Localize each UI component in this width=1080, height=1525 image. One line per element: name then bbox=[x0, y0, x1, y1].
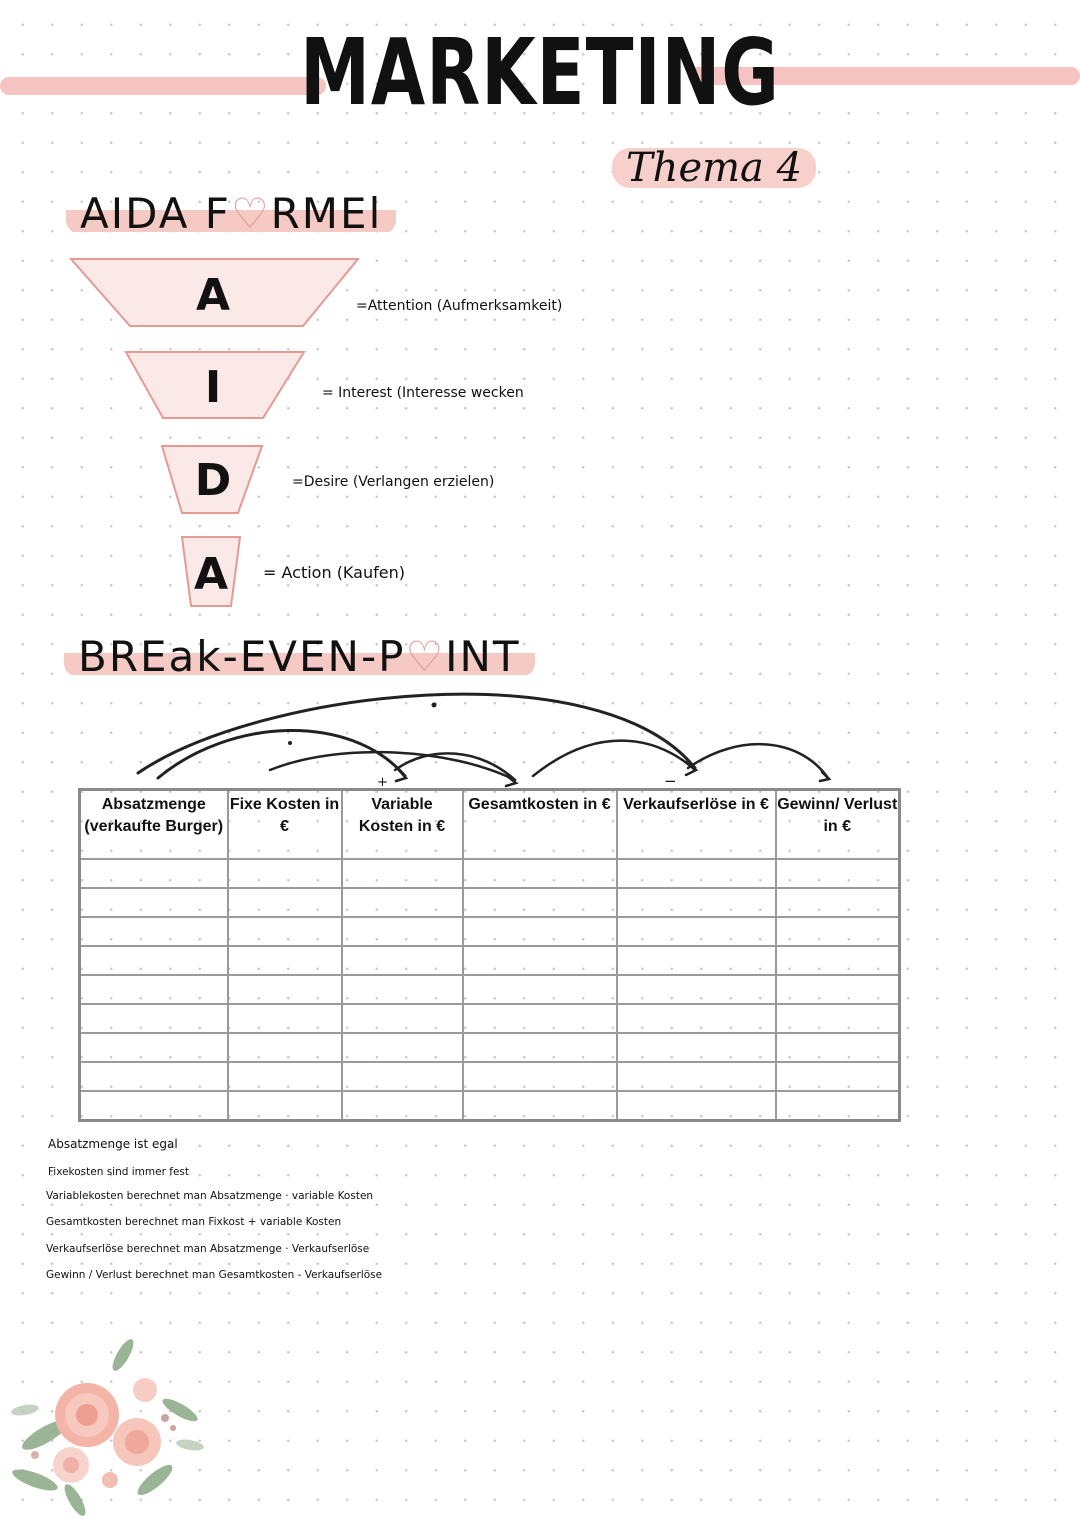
table-cell bbox=[80, 1062, 228, 1091]
table-cell bbox=[228, 946, 342, 975]
note-line: Verkaufserlöse berechnet man Absatzmenge · Verkaufserlöse bbox=[46, 1243, 370, 1255]
table-cell bbox=[463, 859, 617, 888]
table-row bbox=[80, 975, 900, 1004]
arrow-fixe-to-gesamt bbox=[270, 752, 515, 780]
arrow-absatz-to-gesamt bbox=[138, 694, 695, 773]
aida-heading-end: RMEl bbox=[270, 189, 383, 238]
note-line: Gesamtkosten berechnet man Fixkost + variable Kosten bbox=[46, 1216, 342, 1228]
break-even-table bbox=[78, 788, 901, 1122]
column-header: Absatzmenge (verkaufte Burger) bbox=[80, 790, 228, 860]
table-row bbox=[80, 1033, 900, 1062]
table-cell bbox=[617, 1033, 776, 1062]
note-line: Fixekosten sind immer fest bbox=[48, 1166, 189, 1178]
column-header: Fixe Kosten in € bbox=[228, 790, 342, 860]
table-cell bbox=[617, 975, 776, 1004]
table-row bbox=[80, 1091, 900, 1121]
table-cell bbox=[463, 946, 617, 975]
column-header: Gewinn/ Verlust in € bbox=[776, 790, 900, 860]
table-cell bbox=[776, 1091, 900, 1121]
table-cell bbox=[80, 1033, 228, 1062]
aida-letter-interest: I bbox=[204, 362, 222, 413]
page-title: MARKETING bbox=[300, 20, 780, 127]
table-row bbox=[80, 859, 900, 888]
table-cell bbox=[776, 1033, 900, 1062]
table-cell bbox=[80, 888, 228, 917]
table-body bbox=[80, 859, 900, 1121]
aida-letter-action: A bbox=[193, 549, 229, 600]
aida-letter-desire: D bbox=[194, 455, 232, 506]
column-header: Verkaufserlöse in € bbox=[617, 790, 776, 860]
aida-heading-start: AIDA F bbox=[80, 189, 231, 238]
table-row bbox=[80, 1004, 900, 1033]
aida-letter-attention: A bbox=[195, 270, 231, 321]
table-cell bbox=[80, 917, 228, 946]
arrow-erloese-to-gewinn bbox=[688, 744, 828, 778]
table-cell bbox=[80, 1004, 228, 1033]
table-cell bbox=[80, 975, 228, 1004]
table-cell bbox=[617, 1062, 776, 1091]
heart-icon: ♡ bbox=[405, 632, 446, 681]
table-cell bbox=[228, 859, 342, 888]
table-cell bbox=[342, 859, 463, 888]
note-line: Gewinn / Verlust berechnet man Gesamtkosten - Verkaufserlöse bbox=[46, 1269, 383, 1281]
table-cell bbox=[342, 1091, 463, 1121]
bep-heading-end: INT bbox=[445, 632, 521, 681]
table-cell bbox=[617, 888, 776, 917]
table-cell bbox=[617, 946, 776, 975]
table-cell bbox=[342, 1062, 463, 1091]
table-cell bbox=[776, 1062, 900, 1091]
table-cell bbox=[80, 1091, 228, 1121]
table-row bbox=[80, 1062, 900, 1091]
aida-note-attention: =Attention (Aufmerksamkeit) bbox=[356, 298, 563, 314]
table-cell bbox=[228, 975, 342, 1004]
table-cell bbox=[342, 917, 463, 946]
table-cell bbox=[228, 1004, 342, 1033]
table-cell bbox=[617, 859, 776, 888]
dot-marker bbox=[288, 741, 292, 745]
table-cell bbox=[617, 917, 776, 946]
table-cell bbox=[776, 917, 900, 946]
column-header: Variable Kosten in € bbox=[342, 790, 463, 860]
table-cell bbox=[342, 888, 463, 917]
table-cell bbox=[80, 859, 228, 888]
flower-illustration bbox=[5, 1330, 215, 1520]
table-cell bbox=[463, 975, 617, 1004]
heart-icon: ♡ bbox=[230, 189, 271, 238]
table-cell bbox=[342, 1004, 463, 1033]
table-cell bbox=[463, 1004, 617, 1033]
table-cell bbox=[776, 946, 900, 975]
table-cell bbox=[463, 888, 617, 917]
table-cell bbox=[228, 1091, 342, 1121]
topic-label: Thema 4 bbox=[612, 148, 816, 188]
table-cell bbox=[463, 917, 617, 946]
table-cell bbox=[228, 1062, 342, 1091]
table-row bbox=[80, 917, 900, 946]
arrow-absatz-to-variable bbox=[158, 730, 405, 778]
table-cell bbox=[617, 1091, 776, 1121]
table-header-row bbox=[80, 790, 900, 860]
table-cell bbox=[228, 917, 342, 946]
table-cell bbox=[463, 1091, 617, 1121]
plus-sign: + bbox=[377, 775, 388, 790]
table-cell bbox=[776, 888, 900, 917]
table-cell bbox=[776, 859, 900, 888]
table-cell bbox=[463, 1062, 617, 1091]
aida-note-interest: = Interest (Interesse wecken bbox=[322, 385, 524, 401]
arrow-head bbox=[820, 772, 829, 781]
table-cell bbox=[228, 888, 342, 917]
bep-heading-start: BREak-EVEN-P bbox=[78, 632, 406, 681]
table-cell bbox=[342, 975, 463, 1004]
aida-note-desire: =Desire (Verlangen erzielen) bbox=[292, 474, 495, 490]
arrow-variable-to-gesamt bbox=[395, 753, 515, 780]
table-cell bbox=[776, 1004, 900, 1033]
table-cell bbox=[80, 946, 228, 975]
table-row bbox=[80, 888, 900, 917]
note-line: Absatzmenge ist egal bbox=[48, 1137, 178, 1151]
table-cell bbox=[617, 1004, 776, 1033]
table-cell bbox=[342, 1033, 463, 1062]
note-line: Variablekosten berechnet man Absatzmenge · variable Kosten bbox=[46, 1190, 374, 1202]
dot-marker bbox=[432, 703, 437, 708]
table-cell bbox=[776, 975, 900, 1004]
column-header: Gesamtkosten in € bbox=[463, 790, 617, 860]
table-cell bbox=[463, 1033, 617, 1062]
aida-note-action: = Action (Kaufen) bbox=[263, 563, 405, 582]
minus-sign: − bbox=[664, 772, 677, 790]
table-row bbox=[80, 946, 900, 975]
table-cell bbox=[342, 946, 463, 975]
table-cell bbox=[228, 1033, 342, 1062]
